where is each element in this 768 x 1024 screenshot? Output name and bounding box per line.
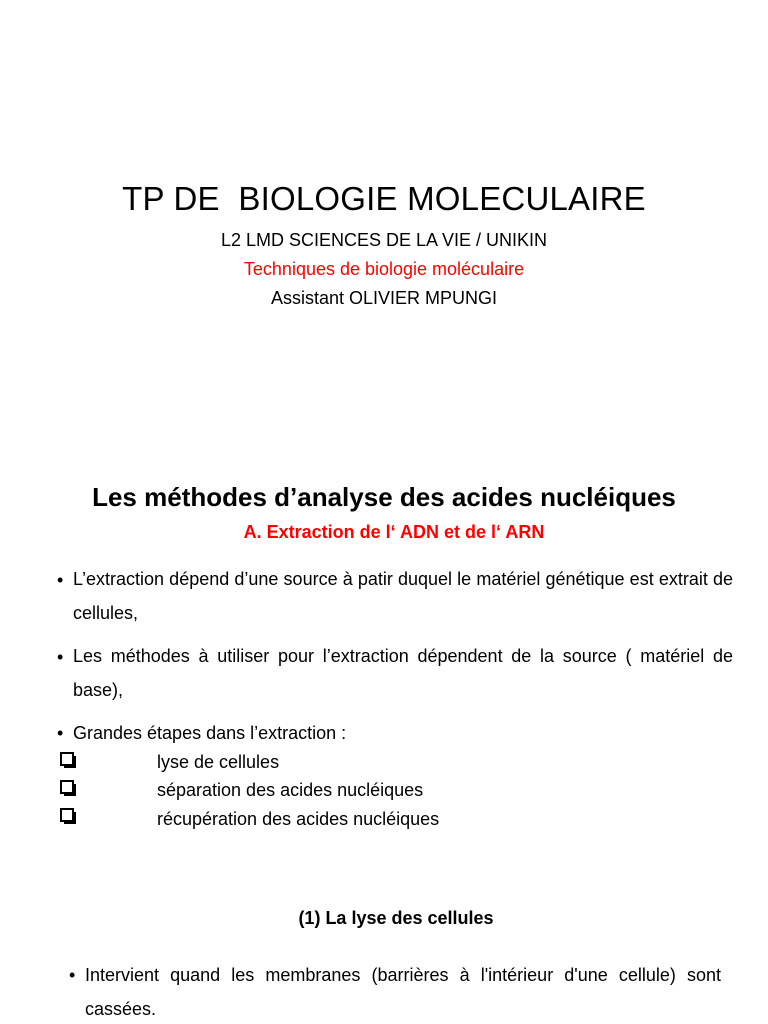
instructor-line: Assistant OLIVIER MPUNGI xyxy=(270,288,498,308)
checkbox-icon xyxy=(60,780,74,794)
step-text: récupération des acides nucléiques xyxy=(157,809,440,829)
checkbox-icon xyxy=(60,752,74,766)
bullet-marker: • xyxy=(57,723,64,743)
bullet-marker: • xyxy=(69,965,76,985)
subject-line: Techniques de biologie moléculaire xyxy=(243,259,525,279)
section-subheading: A. Extraction de l‘ ADN et de l‘ ARN xyxy=(243,522,545,542)
bullet-marker: • xyxy=(57,570,64,590)
bullet-marker: • xyxy=(57,647,64,667)
section-heading: Les méthodes d’analyse des acides nucléiques xyxy=(92,482,676,512)
course-line: L2 LMD SCIENCES DE LA VIE / UNIKIN xyxy=(220,230,548,250)
document-title: TP DE BIOLOGIE MOLECULAIRE xyxy=(122,180,646,217)
bullet-text: Intervient quand les membranes (barrières à l'intérieur d'une cellule) sont cassées. xyxy=(85,965,721,1019)
checkbox-icon xyxy=(60,808,74,822)
bullet-text: Grandes étapes dans l’extraction : xyxy=(73,723,347,743)
bullet-text: Les méthodes à utiliser pour l’extraction dépendent de la source ( matériel de base), xyxy=(73,646,733,700)
step-text: lyse de cellules xyxy=(157,752,280,772)
step-text: séparation des acides nucléiques xyxy=(157,780,424,800)
subsection-heading: (1) La lyse des cellules xyxy=(298,908,494,928)
bullet-text: L’extraction dépend d’une source à patir duquel le matériel génétique est extrait de cellules, xyxy=(73,569,733,623)
